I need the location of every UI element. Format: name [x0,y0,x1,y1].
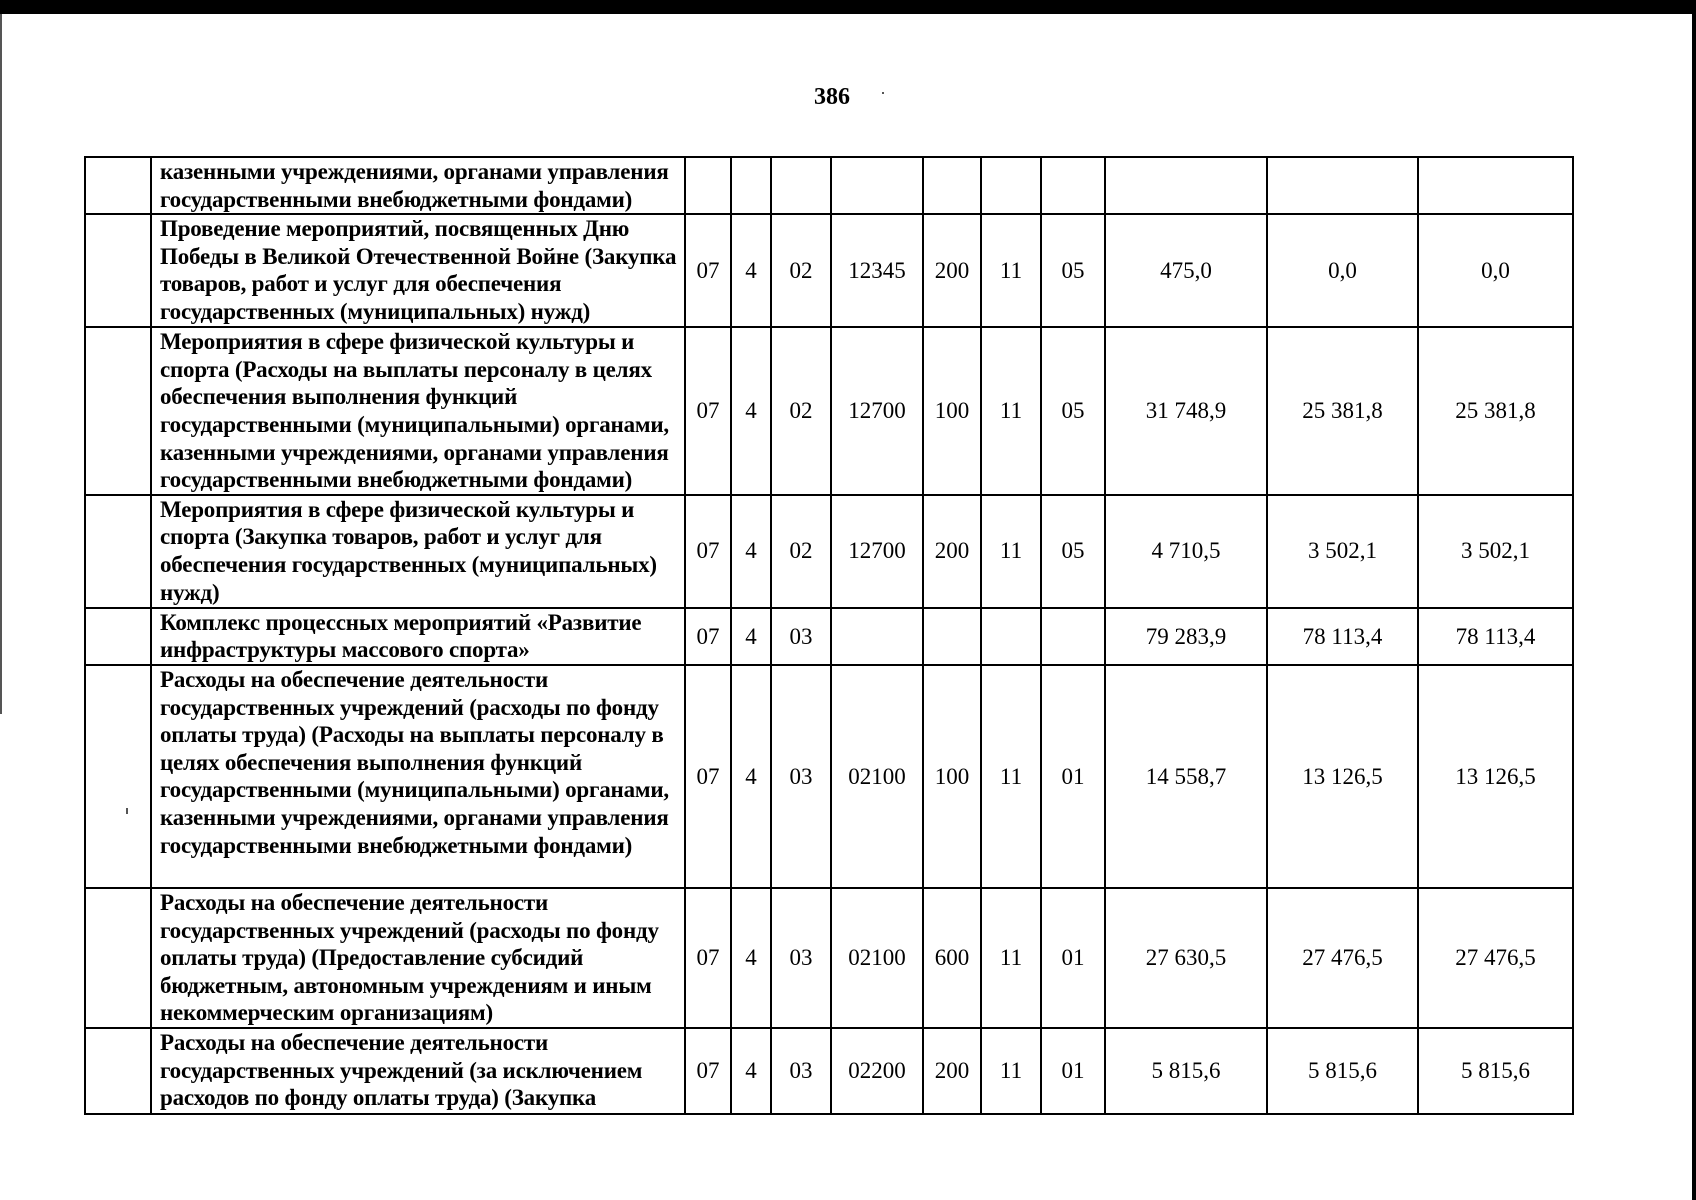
code-subsection-cell [1041,608,1105,665]
code-expense-type-cell: 200 [923,1028,981,1114]
row-number-cell [85,888,151,1028]
row-number-cell [85,608,151,665]
scan-left-edge [0,14,2,714]
row-number-cell [85,495,151,608]
code-section-2-cell [981,157,1041,214]
row-number-cell [85,214,151,327]
amount-year-3-cell: 5 815,6 [1418,1028,1573,1114]
code-expense-type-cell [923,157,981,214]
amount-year-3-cell: 0,0 [1418,214,1573,327]
code-expense-type-cell: 200 [923,214,981,327]
code-section-2-cell: 11 [981,327,1041,495]
code-section-2-cell [981,608,1041,665]
amount-year-1-cell: 27 630,5 [1105,888,1267,1028]
scan-speck [882,92,884,94]
code-direction-cell: 02200 [831,1028,923,1114]
table-row [85,608,1573,665]
amount-year-3-cell [1418,157,1573,214]
code-subsection-cell: 05 [1041,495,1105,608]
code-expense-type-cell: 600 [923,888,981,1028]
code-subsection-cell [1041,157,1105,214]
code-section-cell: 07 [685,1028,731,1114]
amount-year-1-cell: 4 710,5 [1105,495,1267,608]
description-cell: казенными учреждениями, органами управления государственными внебюджетными фондами) [151,157,685,214]
code-subsection-cell: 01 [1041,1028,1105,1114]
table-row [85,157,1573,214]
amount-year-3-cell: 78 113,4 [1418,608,1573,665]
amount-year-2-cell: 3 502,1 [1267,495,1418,608]
code-direction-cell: 12345 [831,214,923,327]
amount-year-1-cell [1105,157,1267,214]
scan-top-border [0,0,1696,14]
amount-year-2-cell: 0,0 [1267,214,1418,327]
budget-table [84,156,1574,1115]
amount-year-2-cell: 13 126,5 [1267,665,1418,888]
row-number-cell [85,327,151,495]
table-row [85,214,1573,327]
code-subsection-cell: 01 [1041,665,1105,888]
amount-year-2-cell: 5 815,6 [1267,1028,1418,1114]
row-number-cell [85,665,151,888]
code-subprogram-cell: 02 [771,327,831,495]
code-section-cell: 07 [685,214,731,327]
table-row [85,665,1573,888]
code-expense-type-cell [923,608,981,665]
description-cell: Проведение мероприятий, посвященных Дню Победы в Великой Отечественной Войне (Закупка товаров, работ и услуг для обеспечения государственных (муниципальных) нужд) [151,214,685,327]
amount-year-1-cell: 14 558,7 [1105,665,1267,888]
code-subsection-cell: 05 [1041,214,1105,327]
table-body [85,157,1573,1114]
code-direction-cell: 12700 [831,327,923,495]
scan-right-border [1692,0,1696,1200]
amount-year-3-cell: 27 476,5 [1418,888,1573,1028]
code-section-cell: 07 [685,888,731,1028]
code-expense-type-cell: 100 [923,327,981,495]
code-subprogram-cell [771,157,831,214]
code-program-cell: 4 [731,327,771,495]
description-cell: Комплекс процессных мероприятий «Развитие инфраструктуры массового спорта» [151,608,685,665]
code-subprogram-cell: 03 [771,665,831,888]
code-direction-cell: 12700 [831,495,923,608]
code-program-cell: 4 [731,1028,771,1114]
amount-year-1-cell: 5 815,6 [1105,1028,1267,1114]
amount-year-3-cell: 3 502,1 [1418,495,1573,608]
description-cell: Расходы на обеспечение деятельности государственных учреждений (за исключением расходов по фонду оплаты труда) (Закупка [151,1028,685,1114]
code-subprogram-cell: 03 [771,888,831,1028]
code-section-cell [685,157,731,214]
row-number-cell [85,1028,151,1114]
code-section-2-cell: 11 [981,495,1041,608]
amount-year-2-cell: 78 113,4 [1267,608,1418,665]
amount-year-3-cell: 13 126,5 [1418,665,1573,888]
code-subsection-cell: 01 [1041,888,1105,1028]
description-cell: Мероприятия в сфере физической культуры и спорта (Закупка товаров, работ и услуг для обеспечения государственных (муниципальных) нужд) [151,495,685,608]
code-program-cell [731,157,771,214]
amount-year-2-cell: 27 476,5 [1267,888,1418,1028]
code-program-cell: 4 [731,495,771,608]
amount-year-1-cell: 475,0 [1105,214,1267,327]
code-program-cell: 4 [731,665,771,888]
table-row [85,495,1573,608]
code-expense-type-cell: 100 [923,665,981,888]
row-number-cell [85,157,151,214]
code-section-cell: 07 [685,665,731,888]
code-program-cell: 4 [731,214,771,327]
code-section-2-cell: 11 [981,1028,1041,1114]
description-cell: Расходы на обеспечение деятельности государственных учреждений (расходы по фонду оплаты труда) (Расходы на выплаты персоналу в целях обеспечения выполнения функций государственными (муниципальными) органами, казенными учреждениями, органами управления государственными внебюджетными фондами) [151,665,685,888]
amount-year-2-cell: 25 381,8 [1267,327,1418,495]
code-expense-type-cell: 200 [923,495,981,608]
code-subprogram-cell: 02 [771,495,831,608]
table-row [85,1028,1573,1114]
code-direction-cell [831,157,923,214]
code-program-cell: 4 [731,888,771,1028]
code-direction-cell: 02100 [831,888,923,1028]
table-row [85,327,1573,495]
code-section-cell: 07 [685,495,731,608]
code-direction-cell [831,608,923,665]
amount-year-2-cell [1267,157,1418,214]
code-direction-cell: 02100 [831,665,923,888]
code-subprogram-cell: 02 [771,214,831,327]
code-section-2-cell: 11 [981,214,1041,327]
code-section-cell: 07 [685,327,731,495]
table-row [85,888,1573,1028]
amount-year-3-cell: 25 381,8 [1418,327,1573,495]
amount-year-1-cell: 31 748,9 [1105,327,1267,495]
code-program-cell: 4 [731,608,771,665]
code-section-cell: 07 [685,608,731,665]
page-number: 386 [814,84,850,110]
description-cell: Расходы на обеспечение деятельности государственных учреждений (расходы по фонду оплаты труда) (Предоставление субсидий бюджетным, автономным учреждениям и иным некоммерческим организациям) [151,888,685,1028]
code-subsection-cell: 05 [1041,327,1105,495]
code-section-2-cell: 11 [981,665,1041,888]
amount-year-1-cell: 79 283,9 [1105,608,1267,665]
code-section-2-cell: 11 [981,888,1041,1028]
description-cell: Мероприятия в сфере физической культуры и спорта (Расходы на выплаты персоналу в целях обеспечения выполнения функций государственными (муниципальными) органами, казенными учреждениями, органами управления государственными внебюджетными фондами) [151,327,685,495]
code-subprogram-cell: 03 [771,1028,831,1114]
code-subprogram-cell: 03 [771,608,831,665]
